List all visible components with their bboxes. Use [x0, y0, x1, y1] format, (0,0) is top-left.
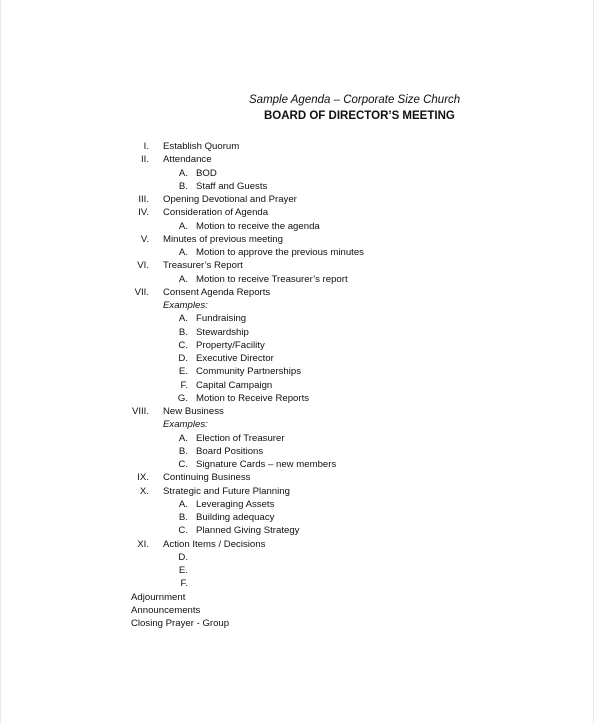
- subitem-letter: C.: [178, 339, 188, 351]
- agenda-subitem: [1, 498, 594, 511]
- item-number: VI.: [137, 260, 149, 272]
- item-number: II.: [141, 154, 149, 166]
- agenda-item: [1, 193, 594, 206]
- agenda-subitem: [1, 339, 594, 352]
- closing-text: Closing Prayer - Group: [131, 618, 230, 629]
- item-text: Strategic and Future Planning: [163, 485, 290, 497]
- agenda-item: [1, 471, 594, 484]
- agenda-subitem: [1, 511, 594, 524]
- subitem-letter: B.: [178, 512, 188, 523]
- agenda-item: [1, 485, 594, 498]
- subitem-letter: A.: [178, 432, 188, 444]
- item-text: Consent Agenda Reports: [163, 286, 271, 298]
- item-number: I.: [143, 141, 149, 152]
- subitem-letter: A.: [178, 273, 188, 285]
- subitem-letter: B.: [178, 445, 188, 457]
- agenda-subitem: [1, 352, 594, 365]
- item-text: Opening Devotional and Prayer: [163, 194, 297, 205]
- agenda-subitem: [1, 273, 594, 286]
- item-number: XI.: [137, 538, 149, 550]
- agenda-item: [1, 405, 594, 418]
- closing-text: Adjournment: [131, 591, 186, 603]
- subitem-text: Planned Giving Strategy: [196, 525, 300, 537]
- closing-item: [1, 604, 594, 617]
- agenda-subitem: [1, 180, 594, 193]
- subitem-letter: A.: [178, 220, 188, 232]
- subitem-letter: E.: [178, 565, 188, 576]
- subitem-letter: G.: [177, 392, 188, 404]
- item-text: Treasurer’s Report: [163, 260, 243, 272]
- item-text: Continuing Business: [163, 472, 251, 484]
- agenda-subitem: [1, 458, 594, 471]
- subitem-letter: D.: [178, 353, 188, 364]
- subitem-text: Motion to approve the previous minutes: [196, 247, 364, 258]
- agenda-subitem: [1, 392, 594, 405]
- subitem-letter: B.: [178, 180, 188, 192]
- item-text: Consideration of Agenda: [163, 207, 269, 219]
- item-text: Establish Quorum: [163, 141, 240, 152]
- agenda-subitem: [1, 312, 594, 325]
- subitem-text: Board Positions: [196, 445, 264, 457]
- closing-item: [1, 617, 594, 630]
- subitem-text: Motion to receive the agenda: [196, 220, 320, 232]
- subitem-text: Property/Facility: [196, 339, 265, 351]
- agenda-item: [1, 140, 594, 153]
- closing-item: [1, 591, 594, 604]
- subitem-letter: F.: [180, 379, 188, 391]
- subitem-text: Fundraising: [196, 313, 247, 325]
- agenda-subitem: [1, 577, 594, 590]
- agenda-subitem: [1, 246, 594, 259]
- agenda-subitem: [1, 445, 594, 458]
- subitem-letter: A.: [178, 313, 188, 325]
- item-number: III.: [138, 194, 149, 205]
- item-text: Action Items / Decisions: [163, 538, 266, 550]
- agenda-item: [1, 538, 594, 551]
- examples-label: Examples:: [163, 419, 208, 431]
- examples-label: Examples:: [163, 300, 208, 311]
- subitem-letter: A.: [178, 498, 188, 510]
- subitem-letter: F.: [180, 578, 188, 590]
- subitem-text: Motion to Receive Reports: [196, 392, 310, 404]
- agenda-subitem: [1, 220, 594, 233]
- examples-label-row: [1, 299, 594, 312]
- agenda-item: [1, 286, 594, 299]
- subitem-letter: C.: [178, 459, 188, 470]
- agenda-item: [1, 153, 594, 166]
- closing-text: Announcements: [131, 604, 201, 616]
- subitem-text: BOD: [196, 167, 217, 179]
- subitem-text: Community Partnerships: [196, 366, 302, 378]
- item-number: VII.: [134, 286, 149, 298]
- agenda-list: [1, 140, 594, 630]
- subitem-text: Staff and Guests: [196, 180, 268, 192]
- subitem-letter: D.: [178, 551, 188, 563]
- subitem-letter: A.: [178, 247, 188, 258]
- subitem-text: Election of Treasurer: [196, 432, 285, 444]
- agenda-subitem: [1, 551, 594, 564]
- item-number: IX.: [137, 472, 149, 484]
- agenda-subtitle: Sample Agenda – Corporate Size Church: [249, 94, 461, 106]
- meeting-title: BOARD OF DIRECTOR’S MEETING: [264, 110, 455, 122]
- agenda-subitem: [1, 167, 594, 180]
- agenda-subitem: [1, 432, 594, 445]
- examples-label-row: [1, 418, 594, 431]
- agenda-subitem: [1, 564, 594, 577]
- agenda-item: [1, 233, 594, 246]
- item-text: New Business: [163, 406, 224, 417]
- subitem-letter: B.: [178, 326, 188, 338]
- subitem-text: Executive Director: [196, 353, 274, 364]
- agenda-subitem: [1, 379, 594, 392]
- agenda-item: [1, 206, 594, 219]
- subitem-letter: A.: [178, 167, 188, 179]
- subitem-text: Stewardship: [196, 326, 249, 338]
- agenda-item: [1, 259, 594, 272]
- agenda-subitem: [1, 326, 594, 339]
- agenda-subitem: [1, 365, 594, 378]
- item-text: Minutes of previous meeting: [163, 233, 283, 245]
- item-number: X.: [139, 485, 149, 497]
- subitem-text: Capital Campaign: [196, 379, 273, 391]
- subitem-text: Leveraging Assets: [196, 498, 275, 510]
- subitem-letter: C.: [178, 525, 188, 537]
- subitem-letter: E.: [178, 366, 188, 378]
- subitem-text: Building adequacy: [196, 512, 275, 523]
- item-number: IV.: [138, 207, 149, 219]
- subitem-text: Motion to receive Treasurer’s report: [196, 273, 348, 285]
- item-number: VIII.: [131, 406, 149, 417]
- item-number: V.: [140, 233, 149, 245]
- item-text: Attendance: [163, 154, 212, 166]
- subitem-text: Signature Cards – new members: [196, 459, 337, 470]
- agenda-subitem: [1, 524, 594, 537]
